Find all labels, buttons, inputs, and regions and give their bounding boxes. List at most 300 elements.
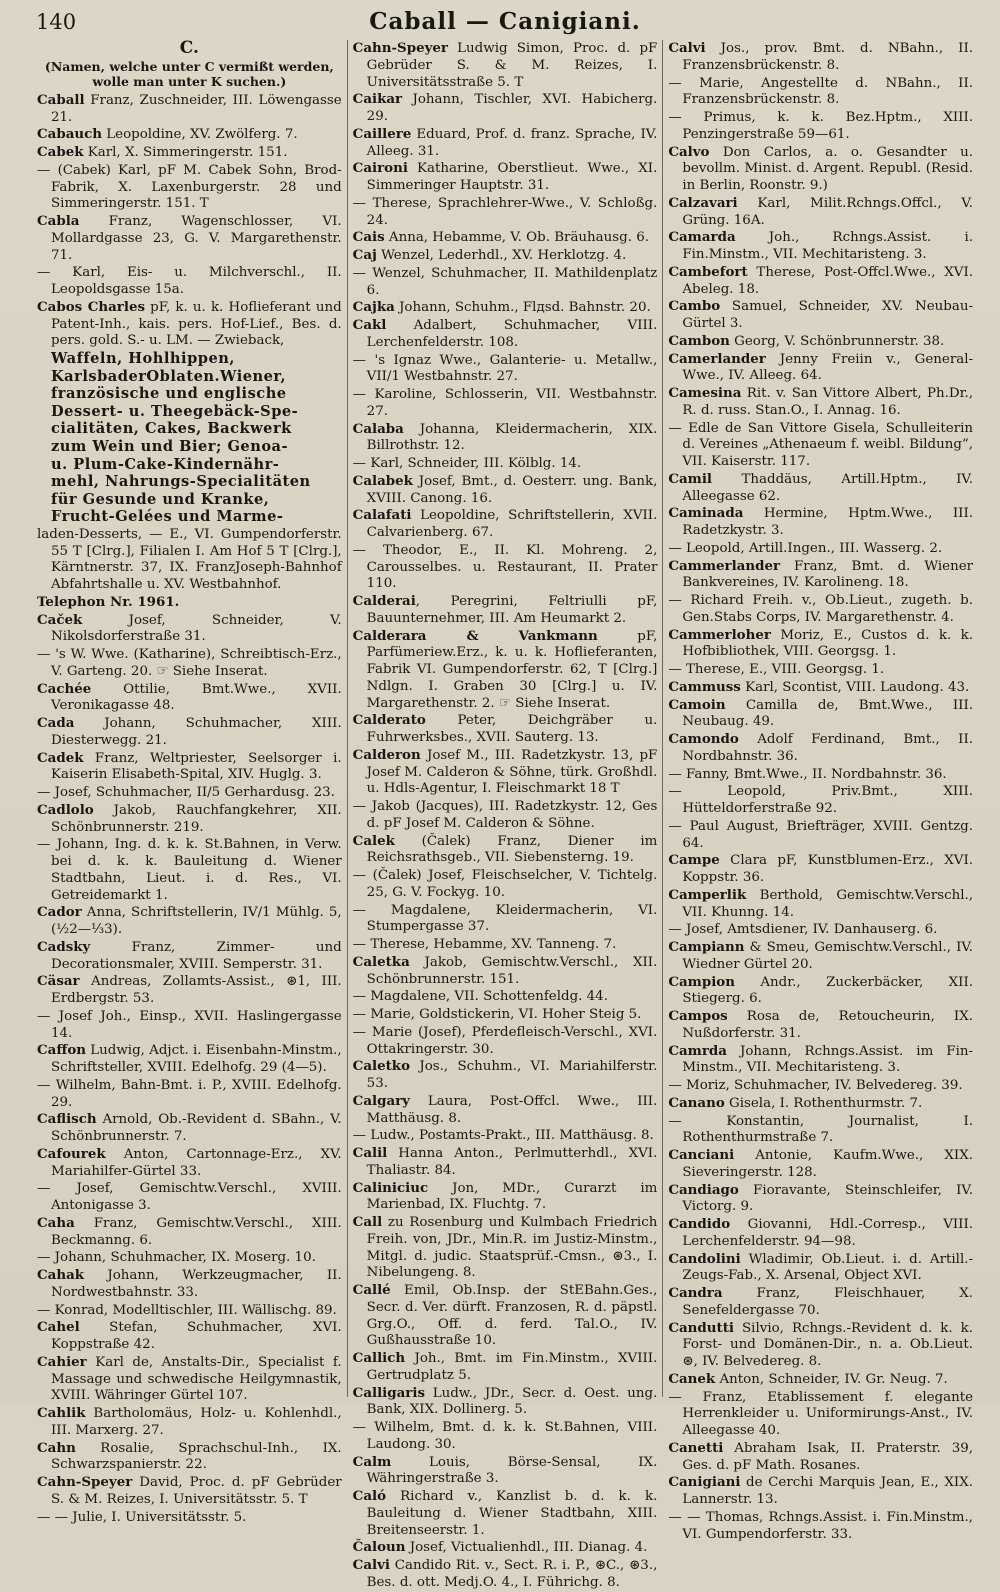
entry-details: Anton, Schneider, IV. Gr. Neug. 7. — [715, 1371, 948, 1387]
directory-entry — [37, 973, 342, 1008]
directory-entry — [353, 195, 658, 230]
entry-details: — Johann, Ing. d. k. k. St.Bahnen, in Verw. bei d. k. k. Bauleitung d. Wiener Stadtbahn, Lieut. i. d. Res., VI. Getreidemarkt 1. — [37, 837, 342, 903]
directory-entry — [37, 646, 342, 681]
directory-entry — [668, 195, 973, 230]
directory-entry — [353, 747, 658, 798]
directory-entry — [353, 1385, 658, 1420]
directory-entry — [668, 1251, 973, 1286]
entry-details: — Marie, Goldstickerin, VI. Hoher Steig 5. — [352, 1007, 642, 1022]
directory-entry — [37, 1405, 342, 1440]
entry-name: Calligaris — [352, 1384, 425, 1401]
directory-entry — [37, 92, 342, 127]
directory-entry — [37, 526, 342, 594]
entry-details: — Konstantin, Journalist, I. Rothenthurmstraße 7. — [668, 1113, 974, 1146]
directory-entry — [37, 594, 342, 612]
entry-details: Josef, Victualienhdl., III. Dianag. 4. — [405, 1540, 648, 1556]
directory-entry — [353, 160, 658, 195]
entry-details: Therese, Post-Offcl.Wwe., XVI. Abeleg. 18. — [682, 264, 974, 297]
entry-details: Candido Rit. v., Sect. R. i. P., ⊛C., ⊛3., Bes. d. ott. Medj.O. 4., I. Führichg. 8. — [366, 1558, 658, 1590]
directory-entry — [353, 352, 658, 387]
entry-details: — Karl, Eis- u. Milchverschl., II. Leopoldsgasse 15a. — [37, 265, 342, 297]
directory-entry — [37, 1440, 342, 1475]
directory-entry — [353, 628, 658, 713]
directory-entry — [353, 1093, 658, 1128]
directory-entry — [37, 939, 342, 974]
entry-details: & Smeu, Gemischtw.Verschl., IV. Wiedner Gürtel 20. — [682, 940, 974, 972]
entry-details: zu Rosenburg und Kulmbach Friedrich Freih. von, JDr., Min.R. im Justiz-Minstm., Mitgl. d. judic. Staatsprüf.-Cmsn., ⊛3., I. Nibelungeng. 8. — [366, 1215, 658, 1281]
entry-details: pF, Parfümeriew.Erz., k. u. k. Hoflieferanten, Fabrik VI. Gumpendorferstr. 62, T [Clrg.] Ndlgn. I. Graben 30 [Clrg.] u. IV. Margarethenstr. 2. ☞ Siehe Inserat. — [366, 628, 658, 711]
directory-entry — [353, 455, 658, 473]
entry-name: Callé — [352, 1282, 391, 1298]
entry-name: Calvi — [668, 40, 706, 56]
entry-name: Cambo — [668, 298, 721, 315]
entry-name: Cador — [37, 904, 82, 921]
directory-entry — [37, 802, 342, 837]
entry-name: Cahlik — [37, 1405, 86, 1422]
directory-entry — [37, 1267, 342, 1302]
directory-entry — [37, 1249, 342, 1267]
entry-name: Cadlolo — [37, 801, 94, 818]
entry-name: Caball — [37, 91, 85, 108]
directory-entry — [668, 229, 973, 264]
directory-entry — [668, 75, 973, 110]
directory-entry — [353, 1539, 658, 1557]
directory-entry — [353, 265, 658, 300]
directory-entry — [668, 471, 973, 506]
entry-details: Berthold, Gemischtw.Verschl., VII. Khunng. 14. — [682, 887, 974, 920]
entry-details: Jos., prov. Bmt. d. NBahn., II. Franzensbrückenstr. 8. — [682, 41, 974, 73]
entry-details: Franz, Wagenschlosser, VI. Mollardgasse 23, G. V. Margarethenstr. 71. — [51, 214, 342, 263]
directory-entry — [37, 1319, 342, 1354]
entry-details: Georg, V. Schönbrunnerstr. 38. — [729, 333, 945, 349]
entry-name: Campe — [668, 852, 720, 869]
directory-entry — [353, 299, 658, 317]
entry-details: Giovanni, Hdl.-Corresp., VIII. Lerchenfelderstr. 94—98. — [682, 1217, 974, 1249]
letter-note: (Namen, welche unter C vermißt werden, wolle man unter K suchen.) — [44, 58, 334, 90]
entry-name: Calzavari — [668, 194, 738, 211]
directory-entry — [353, 867, 658, 902]
entry-name: Cadek — [37, 749, 84, 766]
directory-entry — [37, 1008, 342, 1043]
entry-name: Camesina — [668, 385, 742, 401]
entry-name: Calek — [352, 832, 395, 849]
directory-entry — [353, 40, 658, 91]
directory-entry — [668, 1077, 973, 1095]
entry-name: Camoin — [668, 696, 726, 713]
entry-name: Calabek — [352, 472, 413, 489]
entry-name: Candutti — [668, 1319, 734, 1336]
entry-details: Franz, Gemischtw.Verschl., XIII. Beckmanng. 6. — [51, 1215, 342, 1248]
directory-entry — [668, 697, 973, 732]
directory-entry — [37, 836, 342, 904]
entry-details: — Johann, Schuhmacher, IX. Moserg. 10. — [37, 1250, 316, 1266]
entry-name: Camarda — [668, 229, 736, 246]
entry-details: — 's Ignaz Wwe., Galanterie- u. Metallw., VII/1 Westbahnstr. 27. — [352, 352, 658, 385]
directory-entry — [668, 783, 973, 818]
advertisement-line: Frucht-Gelées und Marme- — [51, 508, 284, 526]
entry-details: Gisela, I. Rothenthurmstr. 7. — [724, 1095, 923, 1111]
entry-name: Campos — [668, 1008, 728, 1024]
directory-entry — [37, 1077, 342, 1112]
entry-name: Cabos Charles — [37, 298, 146, 315]
entry-name: Cabek — [37, 144, 84, 160]
entry-name: Cammerlander — [668, 557, 781, 574]
directory-entry — [353, 126, 658, 161]
directory-entry — [353, 1488, 658, 1539]
entry-details: — Magdalene, VII. Schottenfeldg. 44. — [352, 989, 608, 1005]
entry-details: Karl, Milit.Rchngs.Offcl., V. Grüng. 16A. — [682, 195, 974, 228]
entry-name: Camerlander — [668, 350, 766, 367]
entry-name: Caha — [37, 1214, 75, 1231]
directory-entry — [668, 852, 973, 887]
directory-entry — [668, 505, 973, 540]
entry-name: Candolini — [668, 1250, 741, 1267]
entry-details: — Konrad, Modelltischler, III. Wällischg. 89. — [37, 1302, 337, 1318]
directory-entry — [37, 162, 342, 213]
column-left — [32, 38, 347, 1525]
entry-name: Calgary — [352, 1092, 410, 1109]
entry-details: Jos., Schuhm., VI. Mariahilferstr. 53. — [366, 1059, 658, 1091]
entry-details: Wladimir, Ob.Lieut. i. d. Artill.-Zeugs-Fab., X. Arsenal, Object XVI. — [682, 1251, 974, 1284]
entry-details: — Magdalene, Kleidermacherin, VI. Stumpergasse 37. — [352, 902, 658, 935]
entry-name: Caček — [37, 611, 83, 628]
directory-entry — [668, 1389, 973, 1440]
entry-details: Fioravante, Steinschleifer, IV. Victorg. 9. — [682, 1182, 974, 1215]
entry-details: Leopoldine, XV. Zwölferg. 7. — [102, 127, 298, 143]
directory-entry — [668, 592, 973, 627]
entry-details: Karl, Scontist, VIII. Laudong. 43. — [740, 679, 970, 695]
entry-details: Thaddäus, Artill.Hptm., IV. Alleegasse 62. — [682, 471, 974, 504]
directory-entry — [668, 420, 973, 471]
directory-entry — [353, 1180, 658, 1215]
entry-details: Josef M., III. Radetzkystr. 13, pF Josef M. Calderon & Söhne, türk. Großhdl. u. Hdls-Agentur, I. Fleischmarkt 18 T — [366, 747, 658, 797]
directory-entry — [353, 1350, 658, 1385]
entry-name: Cafourek — [37, 1145, 106, 1162]
directory-entry — [37, 681, 342, 716]
directory-entry — [668, 1095, 973, 1113]
entry-details: Adalbert, Schuhmacher, VIII. Lerchenfelderstr. 108. — [366, 318, 658, 350]
entry-details: Rosalie, Sprachschul-Inh., IX. Schwarzspanierstr. 22. — [51, 1440, 342, 1473]
entry-details: — Marie (Josef), Pferdefleisch-Verschl., XVI. Ottakringerstr. 30. — [352, 1024, 658, 1057]
entry-details: Laura, Post-Offcl. Wwe., III. Matthäusg. 8. — [366, 1093, 658, 1126]
directory-entry — [668, 679, 973, 697]
entry-name: Caletka — [352, 953, 410, 970]
entry-name: Cadsky — [37, 938, 91, 955]
entry-details: Franz, Bmt. d. Wiener Bankvereines, IV. Karolineng. 18. — [682, 558, 974, 591]
directory-entry — [353, 798, 658, 833]
directory-entry — [37, 1180, 342, 1215]
entry-details: Wenzel, Lederhdl., XV. Herklotzg. 4. — [376, 248, 627, 263]
directory-entry — [353, 386, 658, 421]
entry-details: Joh., Rchngs.Assist. i. Fin.Minstm., VII. Mechitaristeng. 3. — [682, 230, 974, 262]
entry-details: David, Proc. d. pF Gebrüder S. & M. Reizes, I. Universitätsstr. 5. T — [51, 1475, 342, 1507]
entry-name: Calderon — [352, 746, 421, 763]
directory-entry — [668, 887, 973, 922]
entry-name: Caj — [352, 247, 377, 263]
advertisement-line: Dessert- u. Theegebäck-Spe- — [51, 402, 299, 420]
entry-name: Cambefort — [668, 263, 748, 280]
entry-details: Franz, Fleischhauer, X. Senefeldergasse 70. — [682, 1286, 974, 1318]
entry-details: — Josef, Schuhmacher, II/5 Gerhardusg. 23. — [37, 785, 335, 801]
directory-entry — [668, 1182, 973, 1217]
entry-details: — Leopold, Artill.Ingen., III. Wasserg. 2. — [668, 540, 943, 556]
entry-details: — Josef, Amtsdiener, IV. Danhauserg. 6. — [668, 922, 938, 938]
entry-details: Abraham Isak, II. Praterstr. 39, Ges. d. pF Math. Rosanes. — [682, 1440, 974, 1473]
entry-details: — Leopold, Priv.Bmt., XIII. Hütteldorferstraße 92. — [668, 784, 974, 816]
entry-name: Cais — [352, 229, 385, 246]
entry-details: Eduard, Prof. d. franz. Sprache, IV. Alleeg. 31. — [366, 126, 658, 159]
entry-name: Camondo — [668, 731, 739, 747]
directory-entry — [37, 904, 342, 939]
entry-name: Caliniciuc — [352, 1179, 429, 1196]
directory-entry — [668, 1147, 973, 1182]
entry-name: Campiann — [668, 939, 745, 955]
directory-entry — [37, 612, 342, 647]
entry-details: Jenny Freiin v., General-Wwe., IV. Alleeg. 64. — [682, 351, 974, 384]
entry-details: — Richard Freih. v., Ob.Lieut., zugeth. b. Gen.Stabs Corps, IV. Margarethenstr. 4. — [668, 593, 974, 625]
advertisement-line: KarlsbaderOblaten.Wiener, — [51, 367, 287, 385]
entry-details: Clara pF, Kunstblumen-Erz., XVI. Koppstr. 36. — [682, 853, 974, 885]
entry-name: Caikar — [352, 91, 403, 108]
entry-details: Samuel, Schneider, XV. Neubau-Gürtel 3. — [682, 299, 974, 331]
directory-entry — [37, 144, 342, 162]
entry-details: — Wilhelm, Bahn-Bmt. i. P., XVIII. Edelhofg. 29. — [37, 1077, 342, 1110]
directory-entry — [353, 988, 658, 1006]
entry-details: Camilla de, Bmt.Wwe., III. Neubaug. 49. — [682, 697, 974, 730]
entry-name: Cabla — [37, 213, 80, 229]
page-number: 140 — [36, 10, 77, 34]
entry-details: Peter, Deichgräber u. Fuhrwerksbes., XVII. Sauterg. 13. — [366, 713, 658, 745]
entry-details: Karl, X. Simmeringerstr. 151. — [83, 145, 288, 160]
directory-entry — [37, 1474, 342, 1509]
entry-details: Franz, Weltpriester, Seelsorger i. Kaiserin Elisabeth-Spital, XIV. Huglg. 3. — [51, 750, 342, 783]
entry-details: Louis, Börse-Sensal, IX. Währingerstraße 3. — [366, 1454, 658, 1487]
directory-entry — [353, 936, 658, 954]
advertisement-line: cialitäten, Cakes, Backwerk — [51, 420, 292, 438]
entry-details: , Peregrini, Feltriulli pF, Bauunternehmer, III. Am Heumarkt 2. — [366, 594, 658, 626]
directory-entry — [353, 317, 658, 352]
entry-name: Callich — [352, 1350, 406, 1366]
directory-entry — [353, 1282, 658, 1350]
directory-entry — [353, 1024, 658, 1059]
entry-details: Arnold, Ob.-Revident d. SBahn., V. Schönbrunnerstr. 7. — [51, 1112, 342, 1145]
entry-details: Franz, Zimmer- und Decorationsmaler, XVIII. Semperstr. 31. — [51, 939, 342, 972]
entry-name: Cachée — [37, 680, 92, 697]
directory-entry — [668, 540, 973, 558]
directory-entry — [668, 1371, 973, 1389]
entry-details: — Marie, Angestellte d. NBahn., II. Franzensbrückenstr. 8. — [668, 75, 974, 108]
directory-entry — [668, 264, 973, 299]
entry-details: Leopoldine, Schriftstellerin, XVII. Calvarienberg. 67. — [366, 508, 658, 540]
entry-details: Emil, Ob.Insp. der StEBahn.Ges., Secr. d. Ver. dürft. Franzosen, R. d. päpstl. Grg.O., Off. d. ferd. Tal.O., IV. Gußhausstraße 10. — [366, 1283, 658, 1349]
entry-name: Caletko — [352, 1058, 411, 1075]
entry-details: — Josef Joh., Einsp., XVII. Haslingergasse 14. — [37, 1008, 342, 1041]
entry-details: Josef, Schneider, V. Nikolsdorferstraße 31. — [51, 612, 342, 645]
entry-details: Johann, Werkzeugmacher, II. Nordwestbahnstr. 33. — [51, 1268, 342, 1300]
entry-name: Cammerloher — [668, 626, 771, 643]
entry-name: Cammuss — [668, 678, 741, 695]
running-head: Caball — Canigiani. — [369, 8, 641, 35]
directory-entry — [668, 298, 973, 333]
directory-entry — [668, 1509, 973, 1544]
entry-name: Cada — [37, 715, 75, 732]
directory-entry — [668, 40, 973, 75]
entry-name: Canek — [668, 1370, 716, 1387]
entry-details: Andreas, Zollamts-Assist., ⊛1, III. Erdbergstr. 53. — [51, 974, 342, 1007]
directory-entry — [668, 333, 973, 351]
directory-entry — [353, 542, 658, 593]
entry-details: Ludwig, Adjct. i. Eisenbahn-Minstm., Schriftsteller, XVIII. Edelhofg. 29 (4—5). — [51, 1043, 342, 1076]
entry-details: Franz, Zuschneider, III. Löwengasse 21. — [51, 92, 342, 125]
entry-details: Josef, Bmt., d. Oesterr. ung. Bank, XVIII. Canong. 16. — [366, 473, 658, 506]
entry-name: Calderara & Vankmann — [352, 627, 598, 644]
column-right — [662, 40, 978, 1542]
directory-entry — [668, 1285, 973, 1320]
advertisement-line: für Gesunde und Kranke, — [51, 490, 270, 508]
entry-name: Calm — [352, 1453, 392, 1470]
directory-entry — [37, 213, 342, 264]
entry-name: Cahn-Speyer — [352, 40, 448, 56]
columns — [32, 38, 978, 1590]
entry-details: Andr., Zuckerbäcker, XII. Stiegerg. 6. — [682, 974, 974, 1007]
directory-entry — [668, 385, 973, 420]
entry-details: Anton, Cartonnage-Erz., XV. Mariahilfer-Gürtel 33. — [51, 1146, 342, 1179]
entry-details: Don Carlos, a. o. Gesandter u. bevollm. Minist. d. Argent. Republ. (Resid. in Berlin, Roonstr. 9.) — [682, 144, 974, 193]
directory-entry — [37, 1354, 342, 1405]
directory-entry — [668, 1216, 973, 1251]
entry-details: laden-Desserts, — E., VI. Gumpendorferstr. 55 T [Clrg.], Filialen I. Am Hof 5 T [Clrg.], Kärntnerstr. 37, IX. FranzJoseph-Bahnhof Abfahrtshalle u. XV. Westbahnhof. — [37, 526, 342, 593]
entry-details: Rit. v. San Vittore Albert, Ph.Dr., R. d. russ. Stan.O., I. Annag. 16. — [682, 386, 974, 418]
entry-details: — Karoline, Schlosserin, VII. Westbahnstr. 27. — [352, 387, 658, 419]
entry-details: — — Thomas, Rchngs.Assist. i. Fin.Minstm., VI. Gumpendorferstr. 33. — [668, 1509, 974, 1542]
directory-entry — [668, 1440, 973, 1475]
entry-details: — Primus, k. k. Bez.Hptm., XIII. Penzingerstraße 59—61. — [668, 110, 974, 142]
entry-details: — Fanny, Bmt.Wwe., II. Nordbahnstr. 36. — [668, 766, 947, 782]
entry-details: Adolf Ferdinand, Bmt., II. Nordbahnstr. 36. — [682, 732, 974, 764]
entry-details: Jakob, Rauchfangkehrer, XII. Schönbrunnerstr. 219. — [51, 802, 342, 835]
entry-details: Johann, Schuhm., Flдsd. Bahnstr. 20. — [394, 300, 651, 316]
entry-name: Cabauch — [37, 126, 102, 143]
directory-entry — [353, 507, 658, 542]
entry-name: Caló — [352, 1488, 387, 1504]
entry-name: Candiago — [668, 1181, 739, 1198]
entry-name: Canano — [668, 1094, 725, 1111]
entry-details: — Josef, Gemischtw.Verschl., XVIII. Antonigasse 3. — [37, 1181, 342, 1214]
page-header — [32, 6, 978, 42]
directory-entry — [353, 1419, 658, 1454]
entry-name: Caillere — [352, 125, 412, 142]
advertisement-line: u. Plum-Cake-Kindernähr- — [51, 455, 280, 473]
entry-details: — Therese, Hebamme, XV. Tanneng. 7. — [352, 937, 617, 952]
entry-details: Moriz, E., Custos d. k. k. Hofbibliothek, VIII. Georgsg. 1. — [682, 627, 974, 660]
directory-entry — [668, 1320, 973, 1371]
directory-entry — [353, 1006, 658, 1024]
entry-name: Camrda — [668, 1042, 727, 1059]
directory-entry — [37, 715, 342, 750]
entry-name: Camperlik — [668, 886, 747, 903]
entry-details: — Karl, Schneider, III. Kölblg. 14. — [352, 456, 582, 471]
entry-name: Calderai — [352, 593, 416, 609]
directory-entry — [353, 712, 658, 747]
entry-name: Canigiani — [668, 1474, 741, 1491]
directory-entry — [353, 1214, 658, 1282]
directory-entry — [353, 473, 658, 508]
directory-entry — [353, 902, 658, 937]
directory-entry — [353, 247, 658, 265]
entry-details: Johann, Rchngs.Assist. im Fin-Minstm., VII. Mechitaristeng. 3. — [682, 1043, 974, 1076]
directory-entry — [668, 1113, 973, 1148]
column-middle — [347, 40, 663, 1590]
entry-details: pF, k. u. k. Hoflieferant und Patent-Inh., kais. pers. Hof-Lief., Bes. d. pers. gold. S.- u. LM. — Zwieback, — [51, 299, 342, 349]
directory-entry — [353, 1557, 658, 1592]
entry-details: — Edle de San Vittore Gisela, Schulleiterin d. Vereines „Athenaeum f. weibl. Bildung“, VII. Kaiserstr. 117. — [668, 420, 974, 469]
directory-entry — [668, 939, 973, 974]
directory-entry — [37, 784, 342, 802]
entry-details: — Therese, Sprachlehrer-Wwe., V. Schloßg. 24. — [352, 195, 658, 228]
advertisement-line: zum Wein und Bier; Genoa- — [51, 437, 289, 455]
entry-name: Calvi — [352, 1557, 390, 1573]
directory-entry — [37, 126, 342, 144]
entry-details: Johann, Tischler, XVI. Habicherg. 29. — [366, 92, 658, 124]
entry-details: Antonie, Kaufm.Wwe., XIX. Sieveringerstr. 128. — [682, 1148, 974, 1180]
directory-entry — [37, 1302, 342, 1320]
entry-details: — Ludw., Postamts-Prakt., III. Matthäusg. 8. — [352, 1128, 654, 1144]
directory-entry — [668, 661, 973, 679]
entry-name: Cahn — [37, 1439, 76, 1456]
entry-name: Calaba — [352, 420, 404, 437]
entry-name: Camil — [668, 470, 713, 487]
entry-details: Karl de, Anstalts-Dir., Specialist f. Massage und schwedische Heilgymnastik, XVIII. Währinger Gürtel 107. — [51, 1354, 342, 1404]
entry-details: — Moriz, Schuhmacher, IV. Belvedereg. 39. — [668, 1078, 963, 1093]
directory-entry — [37, 1111, 342, 1146]
directory-entry — [37, 750, 342, 785]
advertisement-line: Waffeln, Hohlhippen, — [51, 350, 235, 367]
entry-details: Ottilie, Bmt.Wwe., XVII. Veronikagasse 48. — [51, 681, 342, 714]
directory-entry — [353, 1127, 658, 1145]
entry-details: Richard v., Kanzlist b. d. k. k. Bauleitung d. Wiener Stadtbahn, XIII. Breitenseerstr. 1. — [366, 1489, 658, 1538]
entry-details: Silvio, Rchngs.-Revident d. k. k. Forst- und Domänen-Dir., n. a. Ob.Lieut. ⊛, IV. Belvedereg. 8. — [682, 1320, 974, 1369]
directory-entry — [668, 627, 973, 662]
directory-entry — [668, 1043, 973, 1078]
entry-details: — (Čalek) Josef, Fleischselcher, V. Tichtelg. 25, G. V. Fockyg. 10. — [352, 868, 658, 900]
advertisement-line: mehl, Nahrungs-Specialitäten — [51, 473, 311, 491]
entry-details: — Theodor, E., II. Kl. Mohreng. 2, Carousselbes. u. Restaurant, II. Prater 110. — [352, 542, 658, 592]
entry-details: — (Cabek) Karl, pF M. Cabek Sohn, Brod-Fabrik, X. Laxenburgerstr. 28 und Simmeringerstr. 151. T — [37, 162, 342, 212]
directory-entry — [37, 264, 342, 299]
directory-entry — [353, 229, 658, 247]
entry-name: Caironi — [352, 160, 408, 177]
entry-details: Joh., Bmt. im Fin.Minstm., XVIII. Gertrudplatz 5. — [366, 1351, 658, 1383]
entry-name: Caminada — [668, 505, 744, 522]
directory-entry — [353, 833, 658, 868]
entry-name: Canetti — [668, 1439, 724, 1456]
entry-details: — Paul August, Briefträger, XVIII. Gentzg. 64. — [668, 818, 974, 851]
letter-heading: C. — [179, 38, 199, 58]
directory-entry — [37, 1215, 342, 1250]
entry-details: Ludw., JDr., Secr. d. Oest. ung. Bank, XIX. Dollinerg. 5. — [366, 1385, 658, 1418]
entry-details: Bartholomäus, Holz- u. Kohlenhdl., III. Marxerg. 27. — [51, 1406, 342, 1438]
entry-details: Jakob, Gemischtw.Verschl., XII. Schönbrunnerstr. 151. — [366, 954, 658, 987]
directory-entry — [353, 91, 658, 126]
entry-details: Hanna Anton., Perlmutterhdl., XVI. Thaliastr. 84. — [366, 1146, 658, 1178]
directory-entry — [37, 1509, 342, 1527]
entry-details: Rosa de, Retoucheurin, IX. Nußdorferstr. 31. — [682, 1009, 974, 1041]
directory-entry — [353, 593, 658, 628]
entry-name: Candra — [668, 1285, 723, 1301]
entry-details: Stefan, Schuhmacher, XVI. Koppstraße 42. — [51, 1320, 342, 1353]
entry-name: Calil — [352, 1145, 388, 1161]
directory-entry — [668, 144, 973, 195]
